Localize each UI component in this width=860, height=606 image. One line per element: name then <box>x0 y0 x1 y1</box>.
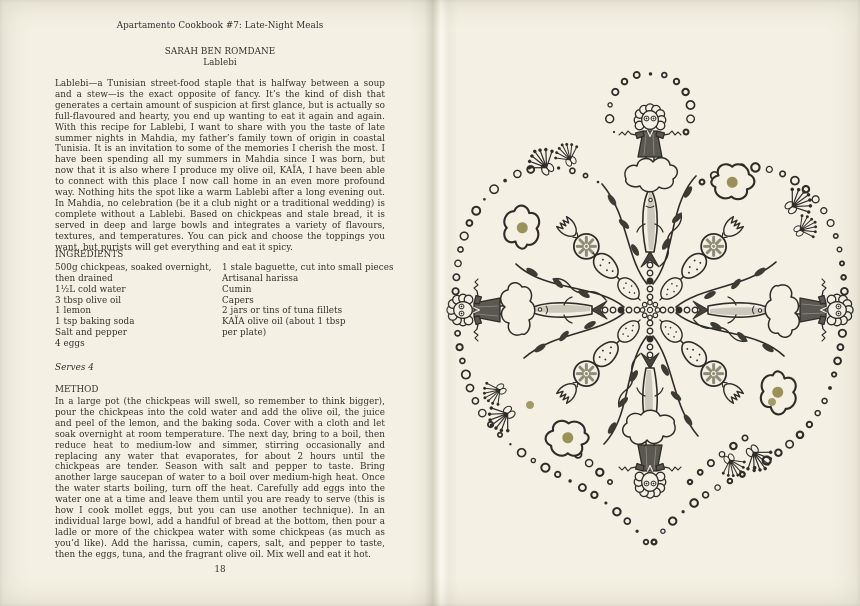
ingredient-line: 1 tsp baking soda <box>55 317 135 328</box>
ingredient-line: 3 tbsp olive oil <box>55 295 122 306</box>
ingredient-line: Capers <box>222 295 254 306</box>
right-page <box>430 0 860 606</box>
recipe-title: Lablebi <box>203 58 237 68</box>
method-heading: METHOD <box>55 385 99 395</box>
lablebi-illustration <box>430 52 860 557</box>
method-paragraph: In a large pot (the chickpeas will swell, so remember to think bigger), pour the chickpeas into the cold water and add the olive oil, the juice and peel of the lemon, and the baking soda. Cover with a cloth and let soak overnight at room temperature. The next day, bring to a boil, then reduce heat to medium-low and simmer, stirring occasionally and replacing any water that evaporates, for about 2 hours until the chickpeas are tender. Season with salt and pepper to taste. Bring another large saucepan of water to a boil over medium-high heat. Once the water starts boiling, turn off the heat. Carefully add eggs into the water one at a time and leave them until you are ready to serve (this is how I cook mollet eggs, but you can use another technique). In an individual large bowl, add a handful of bread at the bottom, then pour a ladle or more of the chickpea water with some chickpeas (as much as you’d like). Add the harissa, cumin, capers, salt, and pepper to taste, then the eggs, tuna, and the fragrant olive oil. Mix well and eat it hot. <box>55 397 385 560</box>
girl-top <box>619 104 681 192</box>
ingredient-line: Cumin <box>222 284 252 295</box>
ingredients-heading: INGREDIENTS <box>55 250 124 260</box>
ingredients-column-2 <box>222 263 407 339</box>
ingredient-line: then drained <box>55 273 113 284</box>
running-header: Apartamento Cookbook #7: Late-Night Meals <box>116 21 324 31</box>
ingredient-line: 2 jars or tins of tuna fillets <box>222 306 343 317</box>
ingredient-line: KAÏA olive oil (about 1 tbsp <box>222 317 346 328</box>
page-number: 18 <box>214 565 226 575</box>
intro-paragraph: Lablebi—a Tunisian street-food staple that is halfway between a soup and a stew—is the exact opposite of fancy. It’s the kind of dish that generates a certain amount of suspicion at first glance, but is actually so full-flavoured and hearty, you end up wanting to eat it again and again. With this recipe for Lablebi, I want to share with you the taste of late summer nights in Mahdia, my father’s family town of origin in coastal Tunisia. It is an invitation to some of the memories I cherish the most. I have been spending all my summers in Mahdia since I was born, but now that it is also where I produce my olive oil, KAÏA, I have been able to connect with this place I now call home in an even more profound way. Nothing hits the spot like a warm Lablebi after a long evening out. In Mahdia, no celebration (be it a club night or a traditional wedding) is complete without a Lablebi. Based on chickpeas and stale bread, it is served in deep and large bowls and integrates a variety of flavours, textures, and temperatures. You can pick and choose the toppings you want, but purists will get everything and eat it spicy. <box>55 79 385 253</box>
serves-note: Serves 4 <box>55 363 94 373</box>
girl-bottom <box>619 410 681 498</box>
ingredient-line: Artisanal harissa <box>222 273 299 284</box>
author-name: SARAH BEN ROMDANE <box>164 47 276 57</box>
mandala <box>447 72 853 544</box>
ingredient-line: Salt and pepper <box>55 328 128 339</box>
ingredient-line: 1½L cold water <box>55 284 126 295</box>
center-beads <box>640 300 660 320</box>
ingredient-line: 500g chickpeas, soaked overnight, <box>55 263 212 273</box>
ingredient-line: per plate) <box>222 328 267 339</box>
ingredients-column-1 <box>55 263 223 350</box>
ingredient-line: 1 stale baguette, cut into small pieces <box>222 263 394 273</box>
ingredient-line: 4 eggs <box>55 338 85 349</box>
ingredient-line: 1 lemon <box>55 306 92 317</box>
